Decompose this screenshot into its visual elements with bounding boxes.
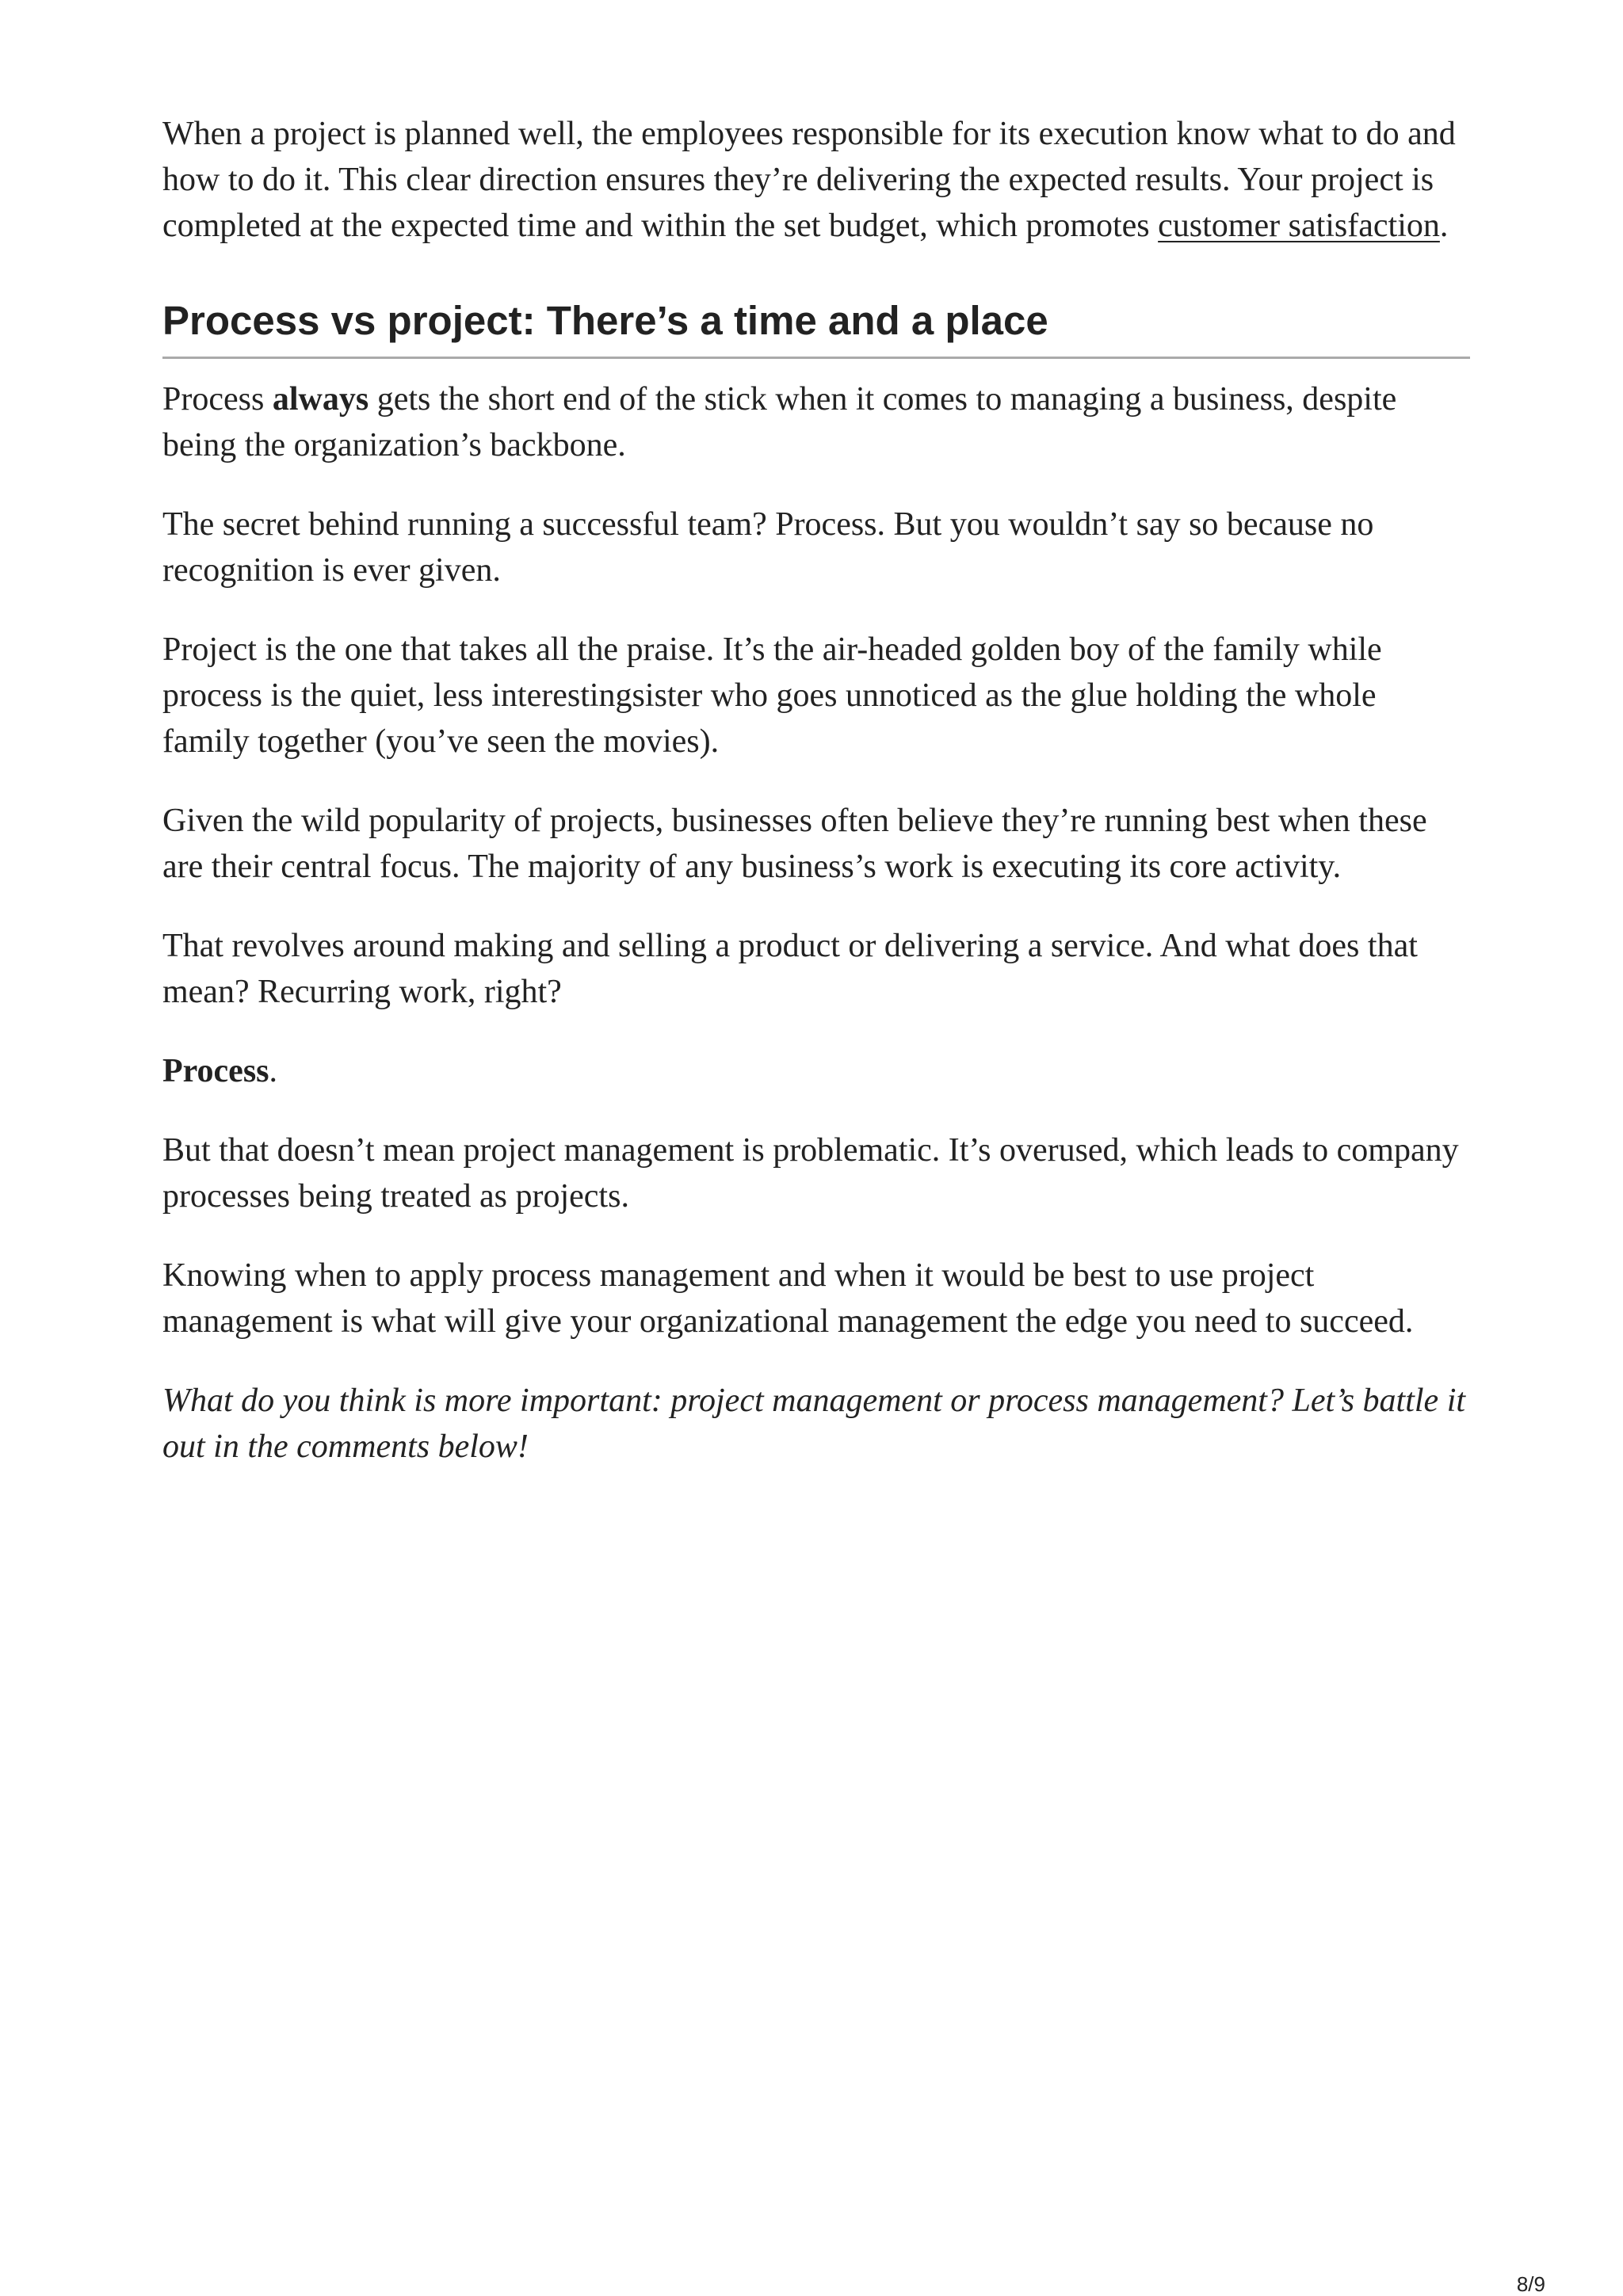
paragraph-1 xyxy=(162,376,1470,468)
article-body xyxy=(162,111,1470,1503)
paragraph-3: Project is the one that takes all the praise. It’s the air-headed golden boy of the family while process is the quiet, less interestingsister who goes unnoticed as the glue holding the whole family together (you’ve seen the movies). xyxy=(162,631,1382,760)
customer-satisfaction-link[interactable]: customer satisfaction xyxy=(1158,208,1440,244)
paragraph-1-start: Process xyxy=(162,381,273,418)
paragraph-2: The secret behind running a successful team? Process. But you wouldn’t say so because no recognition is ever given. xyxy=(162,506,1374,589)
paragraph-4: Given the wild popularity of projects, businesses often believe they’re running best when these are their central focus. The majority of any business’s work is executing its core activity. xyxy=(162,803,1427,885)
paragraph-1-bold: always xyxy=(272,381,369,418)
page-number: 8/9 xyxy=(1516,2272,1545,2296)
paragraph-6-end: . xyxy=(269,1053,278,1089)
intro-end: . xyxy=(1439,208,1449,244)
paragraph-6 xyxy=(162,1048,1470,1094)
paragraph-7: But that doesn’t mean project management is problematic. It’s overused, which leads to company processes being treated as projects. xyxy=(162,1132,1459,1215)
paragraph-6-bold: Process xyxy=(162,1053,269,1089)
paragraph-1-rest: gets the short end of the stick when it comes to managing a business, despite being the organization’s backbone. xyxy=(162,381,1397,463)
intro-text: When a project is planned well, the employees responsible for its execution know what to do and how to do it. This clear direction ensures they’re delivering the expected results. Your project is completed at the expected time and within the set budget, which promotes xyxy=(162,116,1456,244)
closing-question: What do you think is more important: project management or process management? Let’s battle it out in the comments below! xyxy=(162,1383,1466,1465)
section-heading: Process vs project: There’s a time and a place xyxy=(162,296,1470,359)
intro-paragraph xyxy=(162,111,1470,249)
paragraph-8: Knowing when to apply process management and when it would be best to use project management is what will give your organizational management the edge you need to succeed. xyxy=(162,1257,1414,1340)
paragraph-5: That revolves around making and selling a product or delivering a service. And what does that mean? Recurring work, right? xyxy=(162,928,1418,1010)
